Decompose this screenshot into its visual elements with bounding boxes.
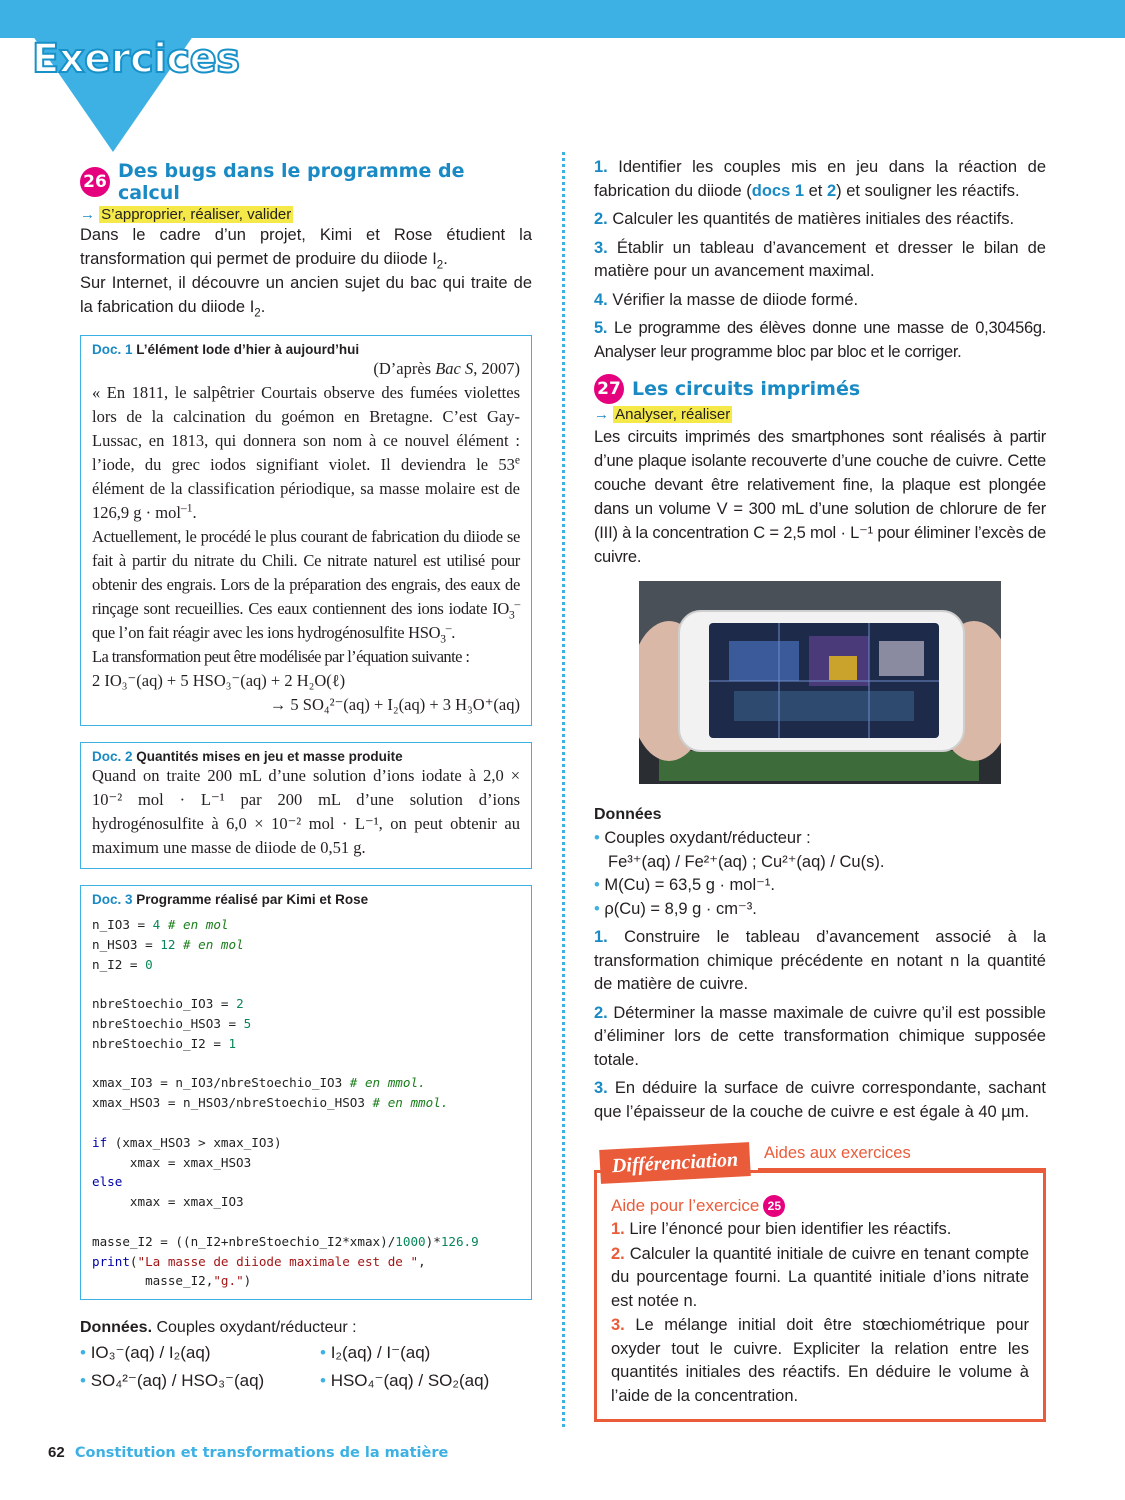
left-column: [80, 160, 532, 1394]
couples-grid: [80, 1340, 532, 1394]
column-divider: [562, 152, 565, 1427]
aid-badge: 25: [763, 1195, 785, 1217]
donnees-label: Données.: [80, 1319, 153, 1337]
arrow-icon: →: [80, 206, 95, 223]
doc-1-paragraph-3: La transformation peut être modélisée par l’équation suivante :: [92, 647, 470, 666]
page-title: Exercices: [32, 36, 240, 82]
intro-line-2: Sur Internet, il découvre un ancien sujet du bac qui traite de la fabrication du diiode I: [80, 274, 532, 316]
skill-label: Analyser, réaliser: [615, 406, 731, 423]
p2b: que l’on fait réagir avec les ions hydrogénosulfite HSO: [92, 623, 441, 642]
doc-3-label: [92, 892, 520, 907]
page-footer: [48, 1444, 448, 1461]
donnees-title: Données: [594, 806, 662, 823]
donnee-3: • ρ(Cu) = 8,9 g · cm⁻³.: [594, 899, 757, 918]
doc-source: [92, 357, 520, 381]
ex27-question-3: 3. En déduire la surface de cuivre correspondante, sachant que l’épaisseur de la couche de cuivre e est égale à 40 µm.: [594, 1079, 1047, 1121]
question-1: 1. Identifier les couples mis en jeu dans la réaction de fabrication du diiode (docs 1 et 2) et souligner les réactifs.: [594, 158, 1046, 200]
p1-sup2: –1: [180, 502, 193, 515]
doc-title: L’élément Iode d’hier à aujourd’hui: [136, 342, 360, 357]
doc-title: Programme réalisé par Kimi et Rose: [136, 892, 369, 907]
differenciation-tag: Différenciation: [599, 1142, 751, 1184]
ex27-question-1: 1. Construire le tableau d’avancement associé à la transformation chimique précédente en notant n la quantité de matière de cuivre.: [594, 928, 1046, 993]
exercise-intro: Dans le cadre d’un projet, Kimi et Rose étudient la transformation qui permet de produire du diiode $I_2$. Sur Internet, il découvre un ancien sujet du bac qui traite de la fabrication du diiode $I_2$.: [80, 226, 532, 320]
differenciation-subtitle: Aides aux exercices: [764, 1144, 911, 1162]
aid-box: [594, 1170, 1046, 1422]
doc-1-label: [92, 342, 520, 357]
exercise-badge: 26: [80, 167, 110, 197]
intro-end-2: .: [260, 298, 266, 316]
question-3: 3. Établir un tableau d’avancement et dresser le bilan de matière pour un avancement maximal.: [594, 238, 1046, 280]
ex27-question-2: 2. Déterminer la masse maximale de cuivre qu’il est possible d’éliminer lors de cette transformation chimique supposée totale.: [594, 1003, 1046, 1069]
question-5: 5. Le programme des élèves donne une masse de 0,30456g. Analyser leur programme bloc par bloc et le corriger.: [594, 319, 1046, 361]
exercise-title: Des bugs dans le programme de calcul: [117, 160, 465, 204]
aid-title: Aide pour l’exercice 25: [611, 1195, 1029, 1217]
donnees-27: [594, 803, 1046, 827]
doc-1-paragraph-2: Actuellement, le procédé le plus courant de fabrication du diiode se fait à partir du nitrate du Chili. Ce nitrate naturel est utilisé pour obtenir des engrais. Lors de la préparation des engrais, des eaux de rinçage sont recueillies. Ces eaux contiennent des ions iodate $IO_3^-$ que l’on fait réagir avec les ions hydrogénosulfite $HSO_3^-$.: [92, 527, 520, 646]
couple-item: • I₂(aq) / I⁻(aq): [320, 1343, 431, 1363]
couple-item: • IO₃⁻(aq) / I₂(aq): [80, 1343, 211, 1363]
source-pre: (D’après: [373, 359, 436, 378]
exercise-badge: 27: [594, 374, 624, 404]
donnee-2: • M(Cu) = 63,5 g · mol⁻¹.: [594, 876, 775, 894]
aid-item-2: 2. Calculer la quantité initiale de cuivre en tenant compte du pourcentage fourni. La quantité initiale d’ions nitrate est notée n.: [611, 1244, 1029, 1310]
p1: « En 1811, le salpêtrier Courtais observe des fumées violettes lors de la calcination du goémon en Bretagne. C’est Gay-Lussac, en 1813, qui donnera son nom à ce nouvel élément : l’iode, du grec iodos signifiant violet. Il deviendra le 53: [92, 383, 520, 474]
equation-line-1: 2 IO₃⁻(aq) + 5 HSO₃⁻(aq) + 2 H₂O(ℓ): [92, 671, 346, 690]
python-code: n_IO3 = 4 # en mol n_HSO3 = 12 # en mol n_I2 = 0 nbreStoechio_IO3 = 2 nbreStoechio_HSO3 = 5 nbreStoechio_I2 = 1 xmax_IO3 = n_IO3/nbreStoechio_IO3 # en mmol. xmax_HSO3 = n_HSO3/nbreStoechio_HSO3 # en mmol. if (xmax_HSO3 > xmax_IO3) xmax = xmax_HSO3 else xmax = xmax_IO3 masse_I2 = ((n_I2+nbreStoechio_I2*xmax)/1000)*126.9 print("La masse de diiode maximale est de ", masse_I2,"g."): [92, 917, 479, 1289]
doc-2-label: [92, 749, 520, 764]
couple-item: • HSO₄⁻(aq) / SO₂(aq): [320, 1371, 490, 1391]
donnees-text: Couples oxydant/réducteur :: [152, 1319, 357, 1337]
doc-1: [80, 335, 532, 726]
doc-1-paragraph-1: [92, 381, 520, 525]
doc-2-text: Quand on traite 200 mL d’une solution d’ions iodate à 2,0 × 10⁻² mol · L⁻¹ par 200 mL d’une solution d’ions hydrogénosulfite à 6,0 × 10⁻² mol · L⁻¹, on peut obtenir au maximum une masse de diiode de 0,51 g.: [92, 766, 520, 857]
intro-line-1: Dans le cadre d’un projet, Kimi et Rose étudient la transformation qui permet de produire du diiode I: [80, 226, 532, 268]
exercise-27-header: [594, 374, 1046, 404]
doc-link[interactable]: 2: [826, 181, 837, 200]
skill-line: [80, 206, 532, 223]
footer-title: Constitution et transformations de la matière: [74, 1445, 449, 1461]
doc-number: Doc. 2: [92, 749, 133, 764]
couple-item: • SO₄²⁻(aq) / HSO₃⁻(aq): [80, 1371, 265, 1391]
doc-2: [80, 742, 532, 869]
doc-title: Quantités mises en jeu et masse produite: [136, 749, 403, 764]
right-column: [594, 156, 1046, 1129]
p2a: Actuellement, le procédé le plus courant de fabrication du diiode se fait à partir du nitrate du Chili. Ce nitrate naturel est utilisé pour obtenir des engrais. Lors de la préparation des engrais, des eaux de rinçage sont recueillies. Ces eaux contiennent des ions iodate IO: [92, 527, 520, 618]
question-4: 4. Vérifier la masse de diiode formé.: [594, 290, 859, 309]
doc-link[interactable]: docs 1: [751, 181, 805, 200]
intro-end: .: [443, 250, 448, 268]
doc-number: Doc. 3: [92, 892, 133, 907]
aid-item-1: 1. Lire l’énoncé pour bien identifier les réactifs.: [611, 1220, 952, 1238]
question-2: 2. Calculer les quantités de matières initiales des réactifs.: [594, 210, 1015, 228]
source-post: , 2007): [473, 359, 520, 378]
p1-sup: e: [514, 454, 520, 467]
donnee-1: • Couples oxydant/réducteur :: [594, 829, 811, 847]
exercise-title: Les circuits imprimés: [632, 378, 861, 400]
exercise-27-intro: Les circuits imprimés des smartphones sont réalisés à partir d’une plaque isolante recouverte d’une couche de cuivre. Cette couche devant être relativement fine, la plaque est plongée dans un volume V = 300 mL d’une solution de chlorure de fer (III) à la concentration C = 2,5 mol · L⁻¹ pour éliminer l’excès de cuivre.: [594, 428, 1046, 566]
smartphone-circuit-photo: [639, 581, 1001, 784]
donnees-section: [80, 1316, 532, 1340]
doc-number: Doc. 1: [92, 342, 133, 357]
page-number: 62: [48, 1444, 65, 1461]
exercise-26-header: [80, 160, 532, 204]
source-em: Bac S: [435, 359, 474, 378]
p1b: élément de la classification périodique, sa masse molaire est de 126,9 g · mol: [92, 479, 520, 522]
p2c: .: [451, 623, 456, 642]
p1-end: .: [192, 503, 197, 522]
aid-item-3: 3. Le mélange initial doit être stœchiométrique pour oxyder tout le cuivre. Expliciter la relation entre les quantités initiales des réactifs. En déduire le volume à l’aide de la concentration.: [611, 1316, 1029, 1405]
arrow-icon: →: [594, 406, 609, 423]
doc-3: [80, 885, 532, 1300]
equation-line-2: → 5 SO₄²⁻(aq) + I₂(aq) + 3 H₃O⁺(aq): [269, 695, 520, 714]
skill-label: S’approprier, réaliser, valider: [101, 206, 292, 223]
skill-line: [594, 406, 1046, 423]
donnee-1b: Fe³⁺(aq) / Fe²⁺(aq) ; Cu²⁺(aq) / Cu(s).: [608, 852, 885, 871]
